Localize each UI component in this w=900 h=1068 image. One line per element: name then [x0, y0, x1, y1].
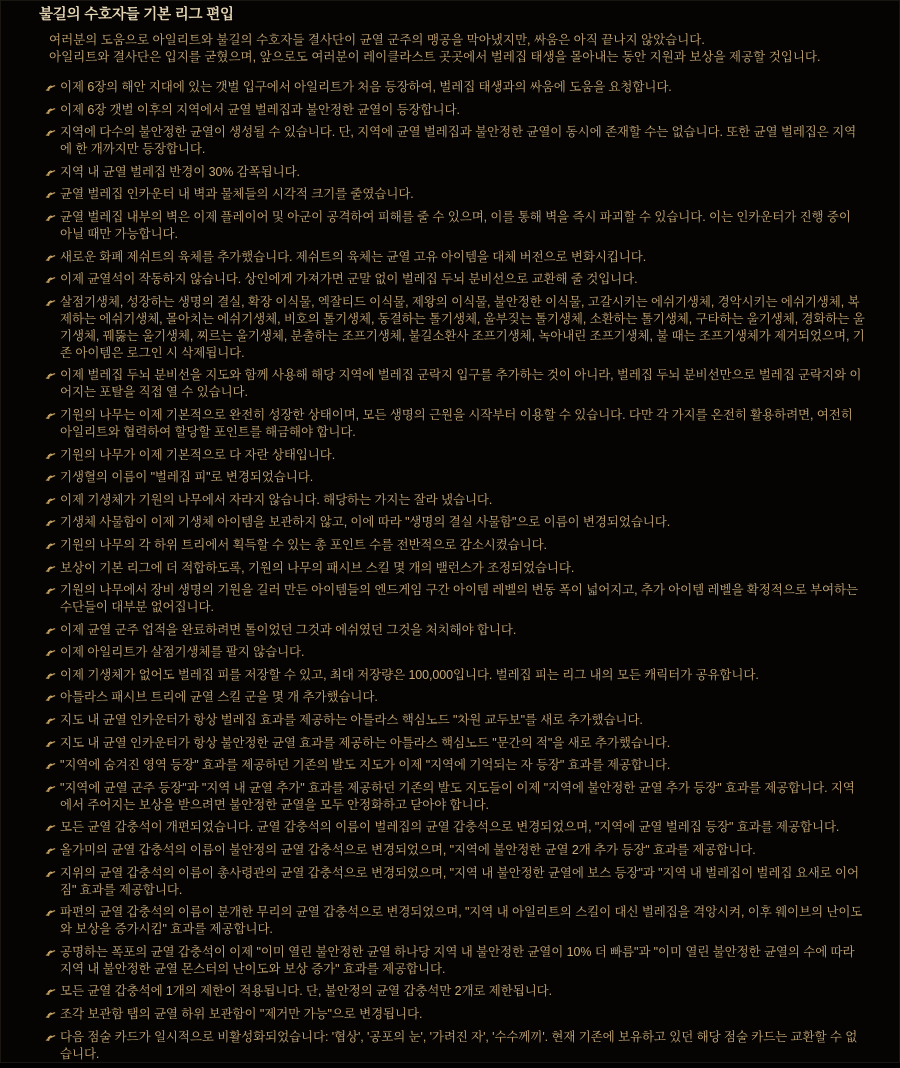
list-item-text: 기생혈의 이름이 "벌레집 피"로 변경되었습니다. [60, 470, 314, 485]
list-item-text: 이제 균열석이 작동하지 않습니다. 상인에게 가져가면 군말 없이 벌레집 두뇌 분비선으로 교환해 줄 것입니다. [60, 272, 638, 287]
list-item [45, 689, 865, 706]
list-item-text: 다음 점술 카드가 일시적으로 비활성화되었습니다: '협상', '공포의 눈', '가려진 자', '수수께끼'. 현재 기존에 보유하고 있던 해당 점술 카드는 교환할 수 없습니다. [60, 1029, 858, 1061]
list-item-text: 이제 벌레집 두뇌 분비선을 지도와 함께 사용해 해당 지역에 벌레집 군락지 입구를 추가하는 것이 아니라, 벌레집 두뇌 분비선만으로 벌레집 군락지와 이어지는 포탈을 직접 열 수 있습니다. [60, 368, 862, 400]
pointing-hand-icon [45, 671, 56, 680]
list-item-text: 지역에 다수의 불안정한 균열이 생성될 수 있습니다. 단, 지역에 균열 벌레집과 불안정한 균열이 동시에 존재할 수는 없습니다. 또한 균열 벌레집은 지역에 한 개까지만 등장합니다. [60, 125, 857, 157]
pointing-hand-icon [45, 846, 56, 855]
list-item [45, 514, 865, 531]
list-item-text: 보상이 기본 리그에 더 적합하도록, 기원의 나무의 패시브 스킬 몇 개의 밸런스가 조정되었습니다. [60, 560, 575, 575]
list-item-text: 기원의 나무는 이제 기본적으로 완전히 성장한 상태이며, 모든 생명의 근원을 시작부터 이용할 수 있습니다. 다만 각 가지를 온전히 활용하려면, 여전히 아일리트와 협력하여 할당할 포인트를 해금해야 합니다. [60, 407, 853, 439]
list-item [45, 186, 865, 203]
list-item-text: 지위의 균열 갑충석의 이름이 총사령관의 균열 갑충석으로 변경되었으며, "지역 내 불안정한 균열에 보스 등장"과 "지역 내 벌레집이 벌레집 요새로 이어짐" 효과를 제공합니다. [60, 865, 859, 897]
pointing-hand-icon [45, 411, 56, 420]
list-item [45, 1029, 865, 1063]
list-item [45, 447, 865, 464]
pointing-hand-icon [45, 518, 56, 527]
list-item-text: 균열 벌레집 인카운터 내 벽과 물체들의 시각적 크기를 줄였습니다. [60, 187, 414, 202]
list-item-text: 이제 아일리트가 살점기생체를 팔지 않습니다. [60, 645, 305, 660]
pointing-hand-icon [45, 586, 56, 595]
list-item [45, 582, 865, 616]
pointing-hand-icon [45, 83, 56, 92]
list-item [45, 271, 865, 288]
list-item-text: 모든 균열 갑충석에 1개의 제한이 적용됩니다. 단, 불안정의 균열 갑충석만 2개로 제한됩니다. [60, 984, 553, 999]
list-item-text: "지역에 숨겨진 영역 등장" 효과를 제공하던 기존의 발도 지도가 이제 "지역에 기억되는 자 등장" 효과를 제공합니다. [60, 758, 671, 773]
pointing-hand-icon [45, 1010, 56, 1019]
list-item-text: 조각 보관함 탭의 균열 하위 보관함이 "제거만 가능"으로 변경됩니다. [60, 1007, 423, 1021]
pointing-hand-icon [45, 987, 56, 996]
list-item-text: 이제 6장의 해안 지대에 있는 갯벌 입구에서 아일리트가 처음 등장하여, 벌레집 태생과의 싸움에 도움을 요청합니다. [60, 80, 672, 94]
pointing-hand-icon [45, 626, 56, 635]
pointing-hand-icon [45, 761, 56, 770]
list-item-text: 살점기생체, 성장하는 생명의 결실, 확장 이식물, 엑잘티드 이식물, 제왕의 이식물, 불안정한 이식물, 고갈시키는 에쉬기생체, 경악시키는 에쉬기생체, 복제하는 에쉬기생체, 몰아치는 에쉬기생체, 비호의 톨기생체, 동결하는 톨기생체, 울부짖는 톨기생체, 소환하는 톨기생체, 구타하는 울기생체, 경화하는 울기생체, 꿰뚫는 울기생체, 찌르는 울기생체, 분출하는 조프기생체, 불길소환사 조프기생체, 녹아내린 조프기생체, 불 때는 조프기생체가 제거되었으며, 기존 아이템은 로그인 시 삭제됩니다. [60, 294, 865, 360]
pointing-hand-icon [45, 106, 56, 115]
list-item [45, 102, 865, 119]
list-item [45, 164, 865, 181]
list-item-text: 새로운 화폐 제쉬트의 육체를 추가했습니다. 제쉬트의 육체는 균열 고유 아이템을 대체 버전으로 변화시킵니다. [60, 249, 647, 264]
list-item-text: 이제 균열 군주 업적을 완료하려면 톨이었던 그것과 에쉬였던 그것을 처치해야 합니다. [60, 622, 517, 637]
list-item-text: 지도 내 균열 인카운터가 항상 불안정한 균열 효과를 제공하는 아틀라스 핵심노드 "문간의 적"을 새로 추가했습니다. [60, 735, 671, 750]
list-item [45, 622, 865, 639]
pointing-hand-icon [45, 648, 56, 657]
list-item [45, 1006, 865, 1023]
section-title: 불길의 수호자들 기본 리그 편입 [39, 7, 234, 23]
pointing-hand-icon [45, 496, 56, 505]
list-item-text: 기생체 사물함이 이제 기생체 아이템을 보관하지 않고, 이에 따라 "생명의 결실 사물함"으로 이름이 변경되었습니다. [60, 515, 671, 530]
pointing-hand-icon [45, 869, 56, 878]
list-item-text: 아틀라스 패시브 트리에 균열 스킬 군을 몇 개 추가했습니다. [60, 690, 378, 705]
pointing-hand-icon [45, 784, 56, 793]
list-item [45, 367, 865, 401]
list-item-text: 기원의 나무의 각 하위 트리에서 획득할 수 있는 총 포인트 수를 전반적으로 감소시켰습니다. [60, 537, 547, 552]
list-item [45, 757, 865, 774]
pointing-hand-icon [45, 190, 56, 199]
pointing-hand-icon [45, 128, 56, 137]
list-item-text: 이제 6장 갯벌 이후의 지역에서 균열 벌레집과 불안정한 균열이 등장합니다. [60, 102, 460, 117]
list-item [45, 537, 865, 554]
list-item-text: 올가미의 균열 갑충석의 이름이 불안정의 균열 갑충석으로 변경되었으며, "지역에 불안정한 균열 2개 추가 등장" 효과를 제공합니다. [60, 843, 756, 858]
pointing-hand-icon [45, 948, 56, 957]
pointing-hand-icon [45, 716, 56, 725]
list-item [45, 904, 865, 938]
list-item [45, 819, 865, 836]
list-item [45, 124, 865, 158]
pointing-hand-icon [45, 1033, 56, 1042]
pointing-hand-icon [45, 908, 56, 917]
pointing-hand-icon [45, 739, 56, 748]
pointing-hand-icon [45, 213, 56, 222]
intro-line: 여러분의 도움으로 아일리트와 불길의 수호자들 결사단이 균열 군주의 맹공을 막아냈지만, 싸움은 아직 끝나지 않았습니다. [49, 33, 705, 47]
pointing-hand-icon [45, 253, 56, 262]
pointing-hand-icon [45, 168, 56, 177]
list-item [45, 712, 865, 729]
intro-line: 아일리트와 결사단은 입지를 굳혔으며, 앞으로도 여러분이 레이클라스트 곳곳에서 벌레집 태생을 몰아내는 동안 지원과 보상을 제공할 것입니다. [49, 50, 821, 64]
list-item-text: 지역 내 균열 벌레집 반경이 30% 감폭됩니다. [60, 164, 300, 179]
list-item [45, 560, 865, 577]
pointing-hand-icon [45, 564, 56, 573]
list-item-text: 공명하는 폭포의 균열 갑충석이 이제 "이미 열린 불안정한 균열 하나당 지역 내 불안정한 균열이 10% 더 빠름"과 "이미 열린 불안정한 균열의 수에 따라 지역 내 불안정한 균열 몬스터의 난이도와 보상 증가" 효과를 제공합니다. [60, 944, 855, 976]
list-item [45, 735, 865, 752]
list-item-text: 파편의 균열 갑충석의 이름이 분개한 무리의 균열 갑충석으로 변경되었으며, "지역 내 아일리트의 스킬이 대신 벌레집을 격앙시켜, 이후 웨이브의 난이도와 보상을 증가시킴" 효과를 제공합니다. [60, 905, 863, 937]
list-item [45, 209, 865, 243]
list-item [45, 842, 865, 859]
list-item [45, 644, 865, 661]
pointing-hand-icon [45, 298, 56, 307]
pointing-hand-icon [45, 371, 56, 380]
list-item-text: "지역에 균열 군주 등장"과 "지역 내 균열 추가" 효과를 제공하던 기존의 발도 지도들이 이제 "지역에 불안정한 균열 추가 등장" 효과를 제공합니다. 지역에서 주어지는 보상을 받으려면 불안정한 균열을 모두 안정화하고 닫아야 합니다. [60, 780, 855, 812]
list-item-text: 모든 균열 갑충석이 개편되었습니다. 균열 갑충석의 이름이 벌레집의 균열 갑충석으로 변경되었으며, "지역에 균열 벌레집 등장" 효과를 제공합니다. [60, 820, 840, 835]
list-item [45, 79, 865, 96]
intro-paragraph [49, 32, 879, 66]
list-item [45, 249, 865, 266]
list-item [45, 407, 865, 441]
pointing-hand-icon [45, 541, 56, 550]
list-item [45, 780, 865, 814]
list-item [45, 667, 865, 684]
list-item [45, 983, 865, 1000]
pointing-hand-icon [45, 473, 56, 482]
list-item [45, 865, 865, 899]
list-item [45, 492, 865, 509]
pointing-hand-icon [45, 451, 56, 460]
change-list [45, 79, 865, 1068]
list-item-text: 균열 벌레집 내부의 벽은 이제 플레이어 및 아군이 공격하여 피해를 줄 수 있으며, 이를 통해 벽을 즉시 파괴할 수 있습니다. 이는 인카운터가 진행 중이 아닐 때만 가능합니다. [60, 209, 851, 241]
pointing-hand-icon [45, 693, 56, 702]
list-item-text: 이제 기생체가 없어도 벌레집 피를 저장할 수 있고, 최대 저장량은 100,000입니다. 벌레집 피는 리그 내의 모든 캐릭터가 공유합니다. [60, 667, 759, 682]
list-item-text: 지도 내 균열 인카운터가 항상 벌레집 효과를 제공하는 아틀라스 핵심노드 "차원 교두보"를 새로 추가했습니다. [60, 713, 643, 728]
list-item [45, 944, 865, 978]
list-item [45, 469, 865, 486]
list-item-text: 기원의 나무가 이제 기본적으로 다 자란 상태입니다. [60, 447, 336, 462]
pointing-hand-icon [45, 823, 56, 832]
list-item-text: 기원의 나무에서 장비 생명의 기원을 길러 만든 아이템들의 엔드게임 구간 아이템 레벨의 변동 폭이 넓어지고, 추가 아이템 레벨을 확정적으로 부여하는 수단들이 대부분 없어집니다. [60, 583, 858, 615]
pointing-hand-icon [45, 275, 56, 284]
list-item-text: 이제 기생체가 기원의 나무에서 자라지 않습니다. 해당하는 가지는 잘라 냈습니다. [60, 492, 493, 507]
list-item [45, 294, 865, 362]
